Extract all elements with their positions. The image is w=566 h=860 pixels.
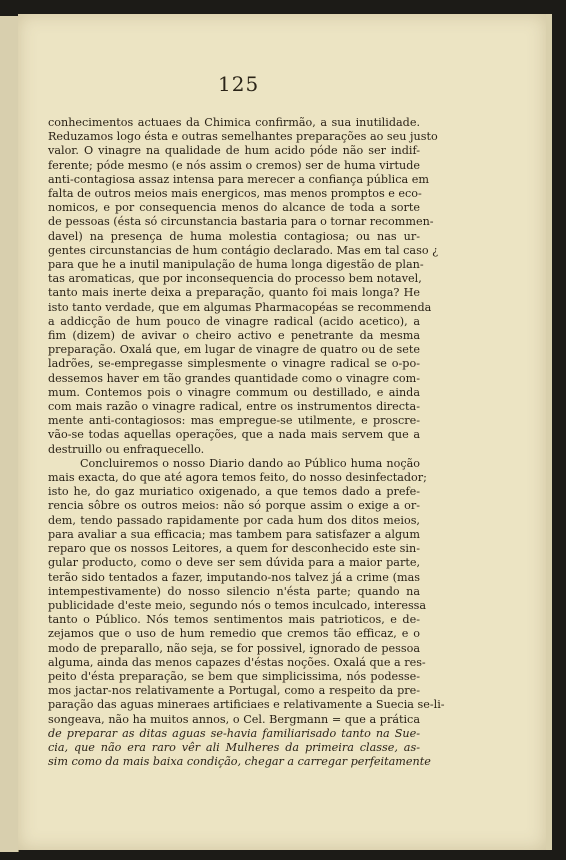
text-line: ladrões, se-empregasse simplesmente o vinagre radical se o-po-	[48, 357, 420, 371]
facing-page-edge	[0, 16, 19, 852]
text-line: nomicos, e por consequencia menos do alcance de toda a sorte	[48, 201, 420, 215]
text-line: publicidade d'este meio, segundo nós o temos inculcado, interessa	[48, 598, 427, 612]
text-line: Concluiremos o nosso Diario dando ao Público huma noção	[80, 456, 420, 470]
text-line: destruillo ou enfraquecello.	[48, 442, 205, 456]
page-number: 125	[218, 72, 260, 96]
text-line: preparação. Oxalá que, em lugar de vinagre de quatro ou de sete	[48, 343, 420, 357]
text-line: mente anti-contagiosos: mas empregue-se utilmente, e proscre-	[48, 414, 420, 428]
text-line: cia, que não era raro vêr ali Mulheres da primeira classe, as-	[48, 740, 420, 754]
text-line: conhecimentos actuaes da Chimica confirmão, a sua inutilidade.	[48, 116, 420, 129]
page-edge-strip	[546, 14, 552, 850]
text-line: de pessoas (ésta só circunstancia bastaria para o tornar recommen-	[48, 215, 434, 229]
text-line: valor. O vinagre na qualidade de hum acido póde não ser indif-	[48, 144, 420, 158]
text-line: reparo que os nossos Leitores, a quem for desconhecido este sin-	[48, 542, 420, 556]
text-line: paração das aguas mineraes artificiaes e relativamente a Suecia se-li-	[48, 698, 445, 712]
text-line: alguma, ainda das menos capazes d'éstas noções. Oxalá que a res-	[48, 655, 426, 669]
text-line: mos jactar-nos relativamente a Portugal, como a respeito da pre-	[48, 684, 420, 698]
text-line: fim (dizem) de avivar o cheiro activo e penetrante da mesma	[48, 329, 420, 343]
text-line: a addicção de hum pouco de vinagre radical (acido acetico), a	[48, 314, 420, 328]
text-line: tas aromaticas, que por inconsequencia do processo bem notavel,	[48, 272, 422, 286]
text-line: songeava, não ha muitos annos, o Cel. Bergmann = que a prática	[48, 712, 420, 726]
text-line: anti-contagiosa assaz intensa para merecer a confiança pública em	[48, 172, 429, 186]
text-line: rencia sôbre os outros meios: não só porque assim o exige a or-	[48, 499, 420, 513]
text-line: isto tanto verdade, que em algumas Pharmacopéas se recommenda	[48, 300, 432, 314]
text-line: isto he, do gaz muriatico oxigenado, a que temos dado a prefe-	[48, 485, 420, 499]
text-line: Reduzamos logo ésta e outras semelhantes preparações ao seu justo	[48, 130, 438, 144]
text-line: tanto mais inerte deixa a preparação, quanto foi mais longa? He	[48, 286, 420, 300]
text-line: mais exacta, do que até agora temos feito, do nosso desinfectador;	[48, 471, 427, 485]
text-line: com mais razão o vinagre radical, entre os instrumentos directa-	[48, 400, 420, 414]
text-line: para avaliar a sua efficacia; mas tambem para satisfazer a algum	[48, 527, 420, 541]
text-line: para que he a inutil manipulação de huma longa digestão de plan-	[48, 258, 424, 272]
text-line: sim como da mais baixa condição, chegar a carregar perfeitamente	[48, 755, 431, 769]
text-line: davel) na presença de huma molestia contagiosa; ou nas ur-	[48, 229, 420, 243]
text-line: terão sido tentados a fazer, imputando-nos talvez já a crime (mas	[48, 570, 420, 584]
text-line: de preparar as ditas aguas se-havia familiarisado tanto na Sue-	[48, 726, 420, 740]
text-line: mum. Contemos pois o vinagre commum ou destillado, e ainda	[48, 385, 420, 399]
text-line: dem, tendo passado rapidamente por cada hum dos ditos meios,	[48, 513, 420, 527]
text-line: modo de preparallo, não seja, se for possivel, ignorado de pessoa	[48, 641, 420, 655]
text-line: falta de outros meios mais energicos, mas menos promptos e eco-	[48, 187, 422, 201]
text-line: ferente; póde mesmo (e nós assim o cremos) ser de huma virtude	[48, 158, 420, 172]
text-line: gular producto, como o deve ser sem dúvida para a maior parte,	[48, 556, 420, 570]
text-line: intempestivamente) do nosso silencio n'ésta parte; quando na	[48, 584, 420, 598]
body-text	[48, 116, 445, 769]
text-line: zejamos que o uso de hum remedio que cremos tão efficaz, e o	[48, 627, 420, 641]
text-line: gentes circunstancias de hum contágio declarado. Mas em tal caso ¿	[48, 243, 439, 257]
text-line: tanto o Público. Nós temos sentimentos mais patrioticos, e de-	[48, 613, 420, 627]
text-line: peito d'ésta preparação, se bem que simplicissima, nós podesse-	[48, 669, 420, 683]
text-line: vão-se todas aquellas operações, que a nada mais servem que a	[48, 428, 420, 442]
text-line: dessemos haver em tão grandes quantidade como o vinagre com-	[48, 371, 420, 385]
